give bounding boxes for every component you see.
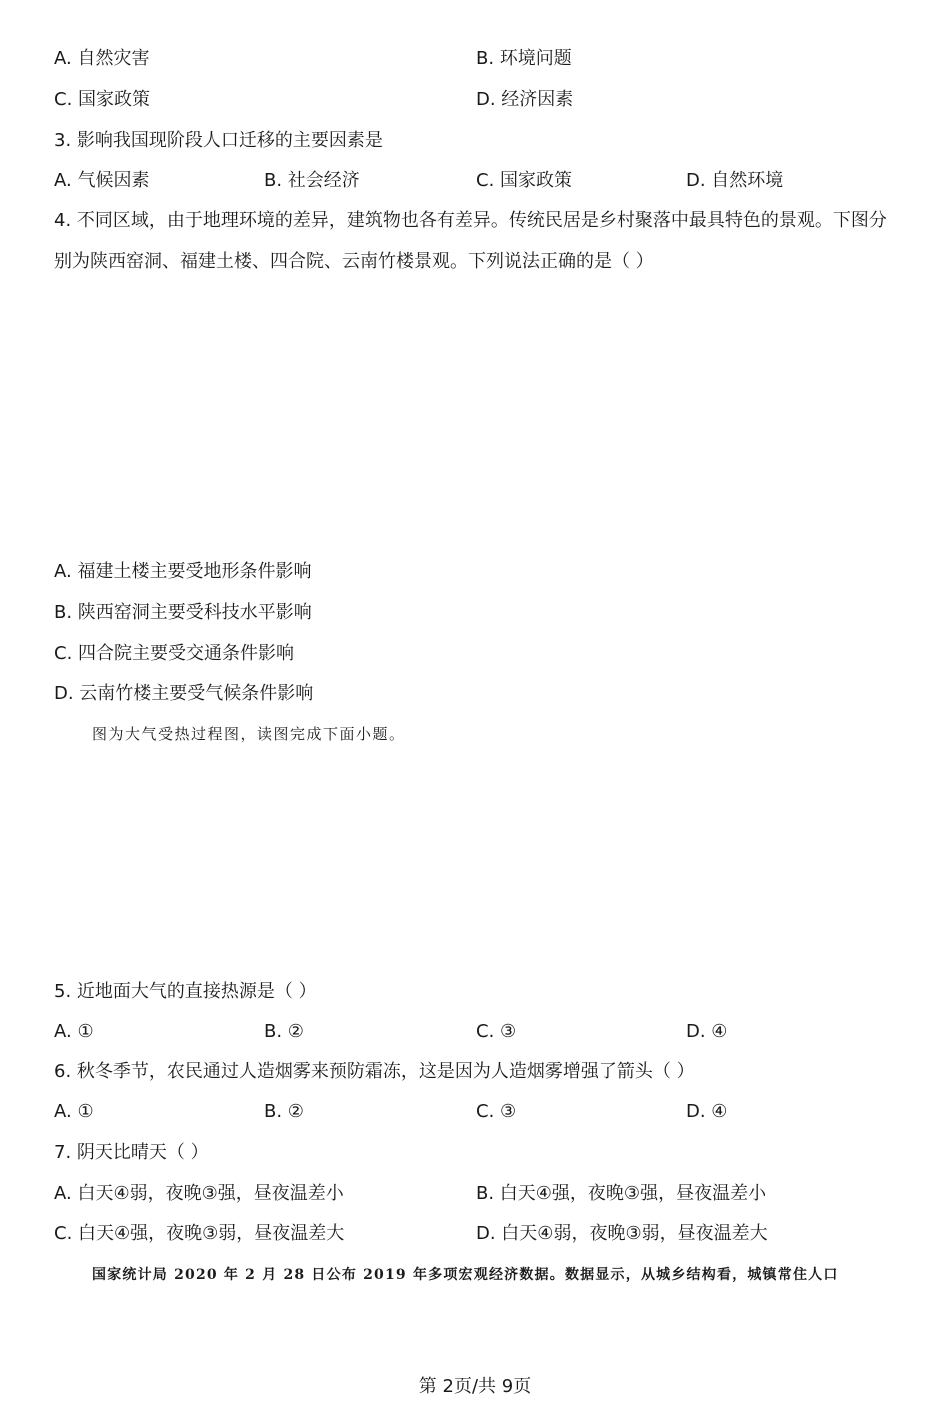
q4-option-b: B. 陕西窑洞主要受科技水平影响 [54,602,312,623]
q5-stem: 5. 近地面大气的直接热源是（ ） [54,981,317,1002]
q3-option-c: C. 国家政策 [476,170,573,191]
q4-option-a: A. 福建土楼主要受地形条件影响 [54,561,312,582]
q7-option-b: B. 白天④强，夜晚③强，昼夜温差小 [476,1183,767,1204]
q4-stem-line1: 4. 不同区域，由于地理环境的差异，建筑物也各有差异。传统民居是乡村聚落中最具特色的景观。下图分 [54,210,887,231]
q4-stem-line2: 别为陕西窑洞、福建土楼、四合院、云南竹楼景观。下列说法正确的是（ ） [54,251,654,272]
q3-option-d: D. 自然环境 [686,170,784,191]
q2-option-c: C. 国家政策 [54,89,151,110]
q6-stem: 6. 秋冬季节，农民通过人造烟雾来预防霜冻，这是因为人造烟雾增强了箭头（ ） [54,1061,695,1082]
q7-stem: 7. 阴天比晴天（ ） [54,1142,209,1163]
page-number-footer: 第 2页/共 9页 [418,1376,532,1397]
census-intro: 国家统计局 2020 年 2 月 28 日公布 2019 年多项宏观经济数据。数据显示，从城乡结构看，城镇常住人口 [92,1267,839,1283]
q2-option-b: B. 环境问题 [476,48,572,69]
q6-option-d: D. ④ [686,1101,728,1122]
q4-option-c: C. 四合院主要受交通条件影响 [54,643,295,664]
atmosphere-figure-placeholder [54,755,894,975]
q2-option-d: D. 经济因素 [476,89,574,110]
atmosphere-intro: 图为大气受热过程图，读图完成下面小题。 [92,725,406,743]
q6-option-a: A. ① [54,1101,94,1122]
q5-option-c: C. ③ [476,1021,517,1042]
q6-option-c: C. ③ [476,1101,517,1122]
q2-option-a: A. 自然灾害 [54,48,150,69]
dwellings-figure-placeholder [54,285,894,550]
q3-stem: 3. 影响我国现阶段人口迁移的主要因素是 [54,130,383,151]
q4-option-d: D. 云南竹楼主要受气候条件影响 [54,683,314,704]
q5-option-d: D. ④ [686,1021,728,1042]
q6-option-b: B. ② [264,1101,304,1122]
q3-option-b: B. 社会经济 [264,170,360,191]
q7-option-a: A. 白天④弱，夜晚③强，昼夜温差小 [54,1183,344,1204]
q7-option-d: D. 白天④弱，夜晚③弱，昼夜温差大 [476,1223,768,1244]
q5-option-a: A. ① [54,1021,94,1042]
q7-option-c: C. 白天④强，夜晚③弱，昼夜温差大 [54,1223,345,1244]
q5-option-b: B. ② [264,1021,304,1042]
q3-option-a: A. 气候因素 [54,170,150,191]
